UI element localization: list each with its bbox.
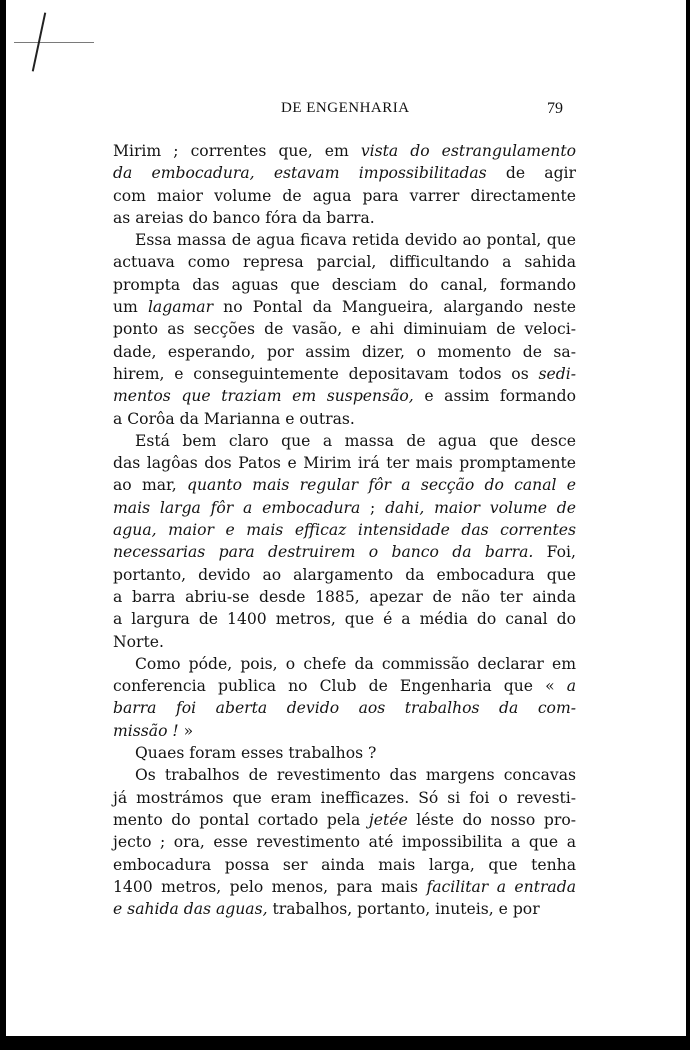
italic-text: da embocadura, estavam impossibilitadas <box>113 164 487 183</box>
body-text <box>113 140 576 920</box>
text-run: as areias do banco fóra da barra. <box>113 208 375 227</box>
italic-text: jetée <box>368 810 408 829</box>
text-line <box>113 720 576 742</box>
book-page <box>6 0 686 1036</box>
text-run: Norte. <box>113 632 164 651</box>
text-line <box>113 876 576 898</box>
margin-pen-mark <box>14 42 94 43</box>
text-line <box>113 363 576 385</box>
text-run: actuava como represa parcial, difficultando a sahida <box>113 253 576 272</box>
text-line <box>113 251 576 273</box>
text-line <box>113 854 576 876</box>
italic-text: agua, maior e mais efficaz intensidade das correntes <box>113 521 576 540</box>
text-line <box>113 385 576 407</box>
text-run: embocadura possa ser ainda mais larga, que tenha <box>113 855 576 874</box>
text-run: Está bem claro que a massa de agua que desce <box>135 431 576 450</box>
text-run: dade, esperando, por assim dizer, o momento de sa- <box>113 342 576 361</box>
text-line <box>113 318 576 340</box>
text-line <box>113 408 576 430</box>
italic-text: lagamar <box>147 298 214 317</box>
running-title: DE ENGENHARIA <box>281 100 410 116</box>
text-run: um <box>113 298 148 317</box>
text-line <box>113 430 576 452</box>
paragraph <box>113 742 576 764</box>
text-line <box>113 162 576 184</box>
italic-text: vista do estrangulamento <box>360 142 576 160</box>
text-run: jecto ; ora, esse revestimento até impossibilita a que a <box>113 833 576 852</box>
text-line <box>113 541 576 563</box>
text-line <box>113 185 576 207</box>
text-run: Os trabalhos de revestimento das margens concavas <box>135 766 576 785</box>
text-run: Foi, <box>533 543 576 562</box>
text-line <box>113 207 576 229</box>
page-number: 79 <box>547 100 563 117</box>
text-line <box>113 586 576 608</box>
text-run: a Corôa da Marianna e outras. <box>113 409 355 428</box>
text-line <box>113 631 576 653</box>
text-line <box>113 608 576 630</box>
text-run: mento do pontal cortado pela <box>113 810 369 829</box>
italic-text: facilitar a entrada <box>426 877 577 896</box>
text-run: Quaes foram esses trabalhos ? <box>135 744 377 763</box>
text-line <box>113 831 576 853</box>
italic-text: missão ! <box>113 721 179 740</box>
text-run: Como póde, pois, o chefe da commissão declarar em <box>135 654 576 673</box>
paragraph <box>113 764 576 920</box>
page-header <box>6 100 686 124</box>
text-line <box>113 296 576 318</box>
italic-text: barra foi aberta devido aos trabalhos da com- <box>113 699 576 718</box>
text-run: Mirim ; correntes que, em <box>113 142 361 160</box>
text-line <box>113 742 576 764</box>
text-line <box>113 274 576 296</box>
text-line <box>113 675 576 697</box>
text-line <box>113 898 576 920</box>
text-run: já mostrámos que eram inefficazes. Só si foi o revesti- <box>113 788 576 807</box>
text-run: portanto, devido ao alargamento da embocadura que <box>113 565 576 584</box>
text-line <box>113 519 576 541</box>
text-line <box>113 809 576 831</box>
text-run: de agir <box>486 164 576 183</box>
italic-text: a <box>566 677 576 696</box>
text-line <box>113 653 576 675</box>
text-run: das lagôas dos Patos e Mirim irá ter mais promptamente <box>113 454 576 473</box>
text-run: » <box>178 721 194 740</box>
text-run: hirem, e conseguintemente depositavam todos os <box>113 364 539 383</box>
italic-text: sedi- <box>538 364 576 383</box>
text-line <box>113 764 576 786</box>
text-line <box>113 229 576 251</box>
text-line <box>113 497 576 519</box>
text-line <box>113 452 576 474</box>
text-run: e assim formando <box>413 387 576 406</box>
text-line <box>113 697 576 719</box>
text-run: prompta das aguas que desciam do canal, formando <box>113 275 576 294</box>
text-line <box>113 564 576 586</box>
text-line <box>113 341 576 363</box>
text-run: ao mar, <box>113 476 188 495</box>
paragraph <box>113 430 576 653</box>
text-run: ; <box>360 498 386 517</box>
text-run: a largura de 1400 metros, que é a média do canal do <box>113 610 576 629</box>
text-run: com maior volume de agua para varrer directamente <box>113 186 576 205</box>
italic-text: necessarias para destruirem o banco da barra. <box>113 543 534 562</box>
paragraph <box>113 140 576 229</box>
italic-text: dahi, maior volume de <box>385 498 576 517</box>
italic-text: mais larga fôr a embocadura <box>113 498 361 517</box>
text-line <box>113 140 576 162</box>
paragraph <box>113 653 576 742</box>
paragraph <box>113 229 576 430</box>
text-run: conferencia publica no Club de Engenharia que « <box>113 677 567 696</box>
text-line <box>113 474 576 496</box>
text-run: 1400 metros, pelo menos, para mais <box>113 877 427 896</box>
text-run: ponto as secções de vasão, e ahi diminuiam de veloci- <box>113 320 576 339</box>
text-run: no Pontal da Mangueira, alargando neste <box>213 298 576 317</box>
text-line <box>113 787 576 809</box>
italic-text: quanto mais regular fôr a secção do canal e <box>187 476 576 495</box>
text-run: a barra abriu-se desde 1885, apezar de não ter ainda <box>113 587 576 606</box>
text-run: léste do nosso pro- <box>407 810 576 829</box>
text-run: Essa massa de agua ficava retida devido ao pontal, que <box>135 231 576 250</box>
italic-text: e sahida das aguas, <box>113 900 268 919</box>
text-run: trabalhos, portanto, inuteis, e por <box>267 900 540 919</box>
italic-text: mentos que traziam em suspensão, <box>113 387 414 406</box>
